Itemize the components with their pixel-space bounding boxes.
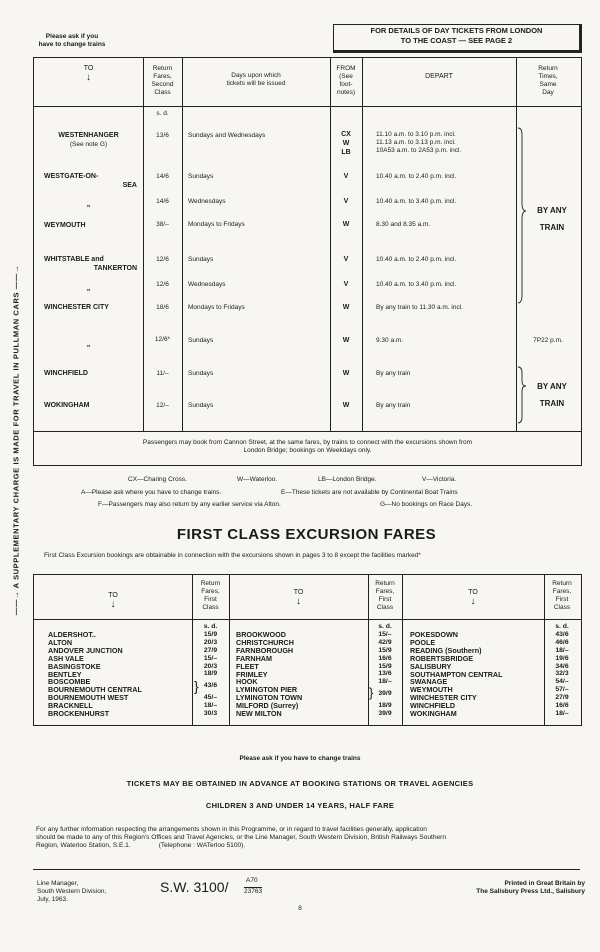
table-row-depart: By any train (376, 402, 411, 409)
arrow-down-icon: ↓ (86, 72, 91, 83)
arrow-down-icon: ↓ (296, 596, 301, 607)
change-trains-note: Please ask if you have to change trains (239, 755, 361, 762)
table-row-days: Sundays (188, 256, 214, 263)
table-row-depart: 10.40 a.m. to 2.40 p.m. incl. (376, 173, 457, 180)
table-row-depart: 8.30 and 8.35 a.m. (376, 221, 431, 228)
first-class-title: FIRST CLASS EXCURSION FARES (176, 526, 437, 543)
fc-destination-list: POKESDOWN POOLE READING (Southern) ROBERTSBRIDGE SALISBURY SOUTHAMPTON CENTRAL SWANAGE WEYMOUTH WINCHESTER CITY WINCHFIELD WOKINGHAM (410, 630, 503, 719)
header-fares: Return Fares, Second Class (151, 65, 174, 96)
header-from: FROM (See foot- notes) (336, 65, 356, 96)
table-row-destination: WINCHFIELD (44, 370, 88, 377)
pullman-supplement-note: ——→ A SUPPLEMENTARY CHARGE IS MADE FOR TRAVEL IN PULLMAN CARS ——→ (11, 264, 21, 616)
by-any-train-label: BY ANY TRAIN (537, 382, 567, 408)
table-row-days: Sundays (188, 402, 214, 409)
table-row-from: W (342, 337, 350, 344)
table-row-destination: „ (86, 341, 91, 348)
table-row-depart: 11.10 a.m. to 3.10 p.m. incl. 11.13 a.m. to 3.13 p.m. incl. 10A53 a.m. to 2A53 p.m. incl. (376, 131, 462, 154)
table-row-destination: WOKINGHAM (44, 402, 90, 409)
fc-fare-list: s. d. 15/– 42/9 15/9 16/6 15/9 13/6 18/– 39/9 18/9 39/9 (378, 623, 392, 717)
brace-mark: } (369, 685, 374, 700)
fc-header-to: TO ↓ (34, 591, 192, 610)
line-manager-credit: Line Manager, South Western Division, July, 1963. (37, 880, 107, 903)
table-row-fare: 12/– (156, 402, 169, 409)
table-row-from: V (343, 173, 349, 180)
table-row-fare: 14/6 (156, 173, 169, 180)
fc-header-to: TO ↓ (402, 588, 544, 607)
table-row-days: Wednesdays (188, 281, 226, 288)
table-row-destination: WHITSTABLE and TANKERTON (44, 256, 137, 272)
table-row-days: Wednesdays (188, 198, 226, 205)
fc-fare-list: s. d. 15/9 20/3 27/9 15/– 20/3 18/9 43/6 45/– 18/– 30/3 (203, 623, 218, 717)
programme-code: S.W. 3100/ A70 23763 (160, 877, 263, 895)
table-row-destination: WINCHESTER CITY (44, 304, 109, 311)
fc-destination-list: ALDERSHOT.. ALTON ANDOVER JUNCTION ASH VALE BASINGSTOKE BENTLEY BOSCOMBE BOURNEMOUTH CENTRAL BOURNEMOUTH WEST BRACKNELL BROCKENHURST (48, 630, 142, 719)
table-row-destination: WEYMOUTH (44, 222, 86, 229)
fc-destination-list: BROOKWOOD CHRISTCHURCH FARNBOROUGH FARNHAM FLEET FRIMLEY HOOK LYMINGTON PIER LYMINGTON TOWN MILFORD (Surrey) NEW MILTON (236, 630, 303, 719)
top-note: Please ask if you have to change trains (38, 33, 106, 48)
table-row-from: W (342, 221, 350, 228)
arrow-down-icon: ↓ (470, 596, 476, 607)
table-row-destination: WESTENHANGER (See note G) (58, 132, 119, 148)
table-row-fare: 18/6 (156, 304, 169, 311)
table-row-fare: 38/– (156, 221, 169, 228)
fc-fare-list: s. d. 43/6 46/6 18/– 19/6 34/6 32/3 54/– 57/– 27/9 16/6 18/– (555, 623, 569, 717)
table-row-from: CX W LB (341, 131, 351, 156)
table-row-destination: „ (86, 285, 91, 292)
table-row-depart: By any train to 11.30 a.m. incl. (376, 304, 463, 311)
table-row-return-time: 7P22 p.m. (533, 337, 563, 344)
table-row-fare: 14/6 (156, 198, 169, 205)
table-row-days: Sundays (188, 370, 214, 377)
table-row-days: Mondays to Fridays (188, 304, 245, 311)
fc-header-fares: Return Fares, First Class (200, 580, 221, 611)
table-row-depart: 10.40 a.m. to 3.40 p.m. incl. (376, 281, 457, 288)
table-row-fare: 12/6 (156, 281, 169, 288)
header-depart: DEPART (425, 73, 453, 80)
printer-credit: Printed in Great Britain by The Salisbury Press Ltd., Salisbury (476, 880, 585, 895)
table-row-from: V (343, 198, 349, 205)
header-to: TO ↓ (34, 64, 143, 83)
table-row-days: Sundays (188, 173, 214, 180)
table-row-from: V (343, 256, 349, 263)
children-fare-note: CHILDREN 3 AND UNDER 14 YEARS, HALF FARE (205, 801, 395, 810)
table-row-depart: By any train (376, 370, 411, 377)
brace-mark: } (194, 678, 199, 694)
further-information: For any further information respecting the arrangements shown in this Programme, or in regard to travel facilities generally, application should be made to any of this Region's Offices and Travel Agencies, or the Line Manager, South Western Division, British Railways Southern Region, Waterloo Station, S.E.1. (Telephone : WATerloo 5100). (36, 826, 447, 849)
table-row-depart: 10.40 a.m. to 2.40 p.m. incl. (376, 256, 457, 263)
table-row-fare: 13/6 (156, 132, 169, 139)
by-any-train-label: BY ANY TRAIN (537, 206, 567, 232)
table-row-destination: „ (86, 201, 91, 208)
table-row-from: V (343, 281, 349, 288)
table-row-days: Mondays to Fridays (188, 221, 245, 228)
first-class-intro: First Class Excursion bookings are obtainable in connection with the excursions shown in pages 3 to 8 except the facilities marked* (44, 552, 421, 559)
currency-label: s. d. (156, 110, 169, 117)
page-number: 8 (298, 905, 302, 912)
table-row-depart: 9.30 a.m. (376, 337, 404, 344)
fc-header-fares: Return Fares, First Class (552, 580, 572, 611)
table-row-days: Sundays and Wednesdays (188, 132, 266, 139)
table-row-destination: WESTGATE-ON- SEA (44, 173, 137, 189)
fc-header-to: TO ↓ (229, 588, 368, 607)
day-tickets-banner: FOR DETAILS OF DAY TICKETS FROM LONDON TO THE COAST — SEE PAGE 2 (333, 24, 582, 53)
table-row-fare: 11/– (156, 370, 169, 377)
table-row-days: Sundays (188, 337, 214, 344)
table-row-fare: 12/6 (156, 256, 169, 263)
table-row-from: W (342, 370, 350, 377)
cannon-street-note: Passengers may book from Cannon Street, at the same fares, by trains to connect with the excursions shown from London Bridge; bookings on Weekdays only. (142, 439, 473, 454)
arrow-down-icon: ↓ (110, 599, 116, 610)
table-row-from: W (342, 304, 350, 311)
table-row-from: W (342, 402, 350, 409)
header-return-times: Return Times, Same Day (538, 65, 558, 96)
fc-header-fares: Return Fares, First Class (375, 580, 395, 611)
header-days: Days upon which tickets will be issued (226, 72, 286, 87)
advance-booking-note: TICKETS MAY BE OBTAINED IN ADVANCE AT BOOKING STATIONS OR TRAVEL AGENCIES (126, 779, 474, 788)
table-row-fare: 12/6* (154, 336, 171, 343)
table-row-depart: 10.40 a.m. to 3.40 p.m. incl. (376, 198, 457, 205)
